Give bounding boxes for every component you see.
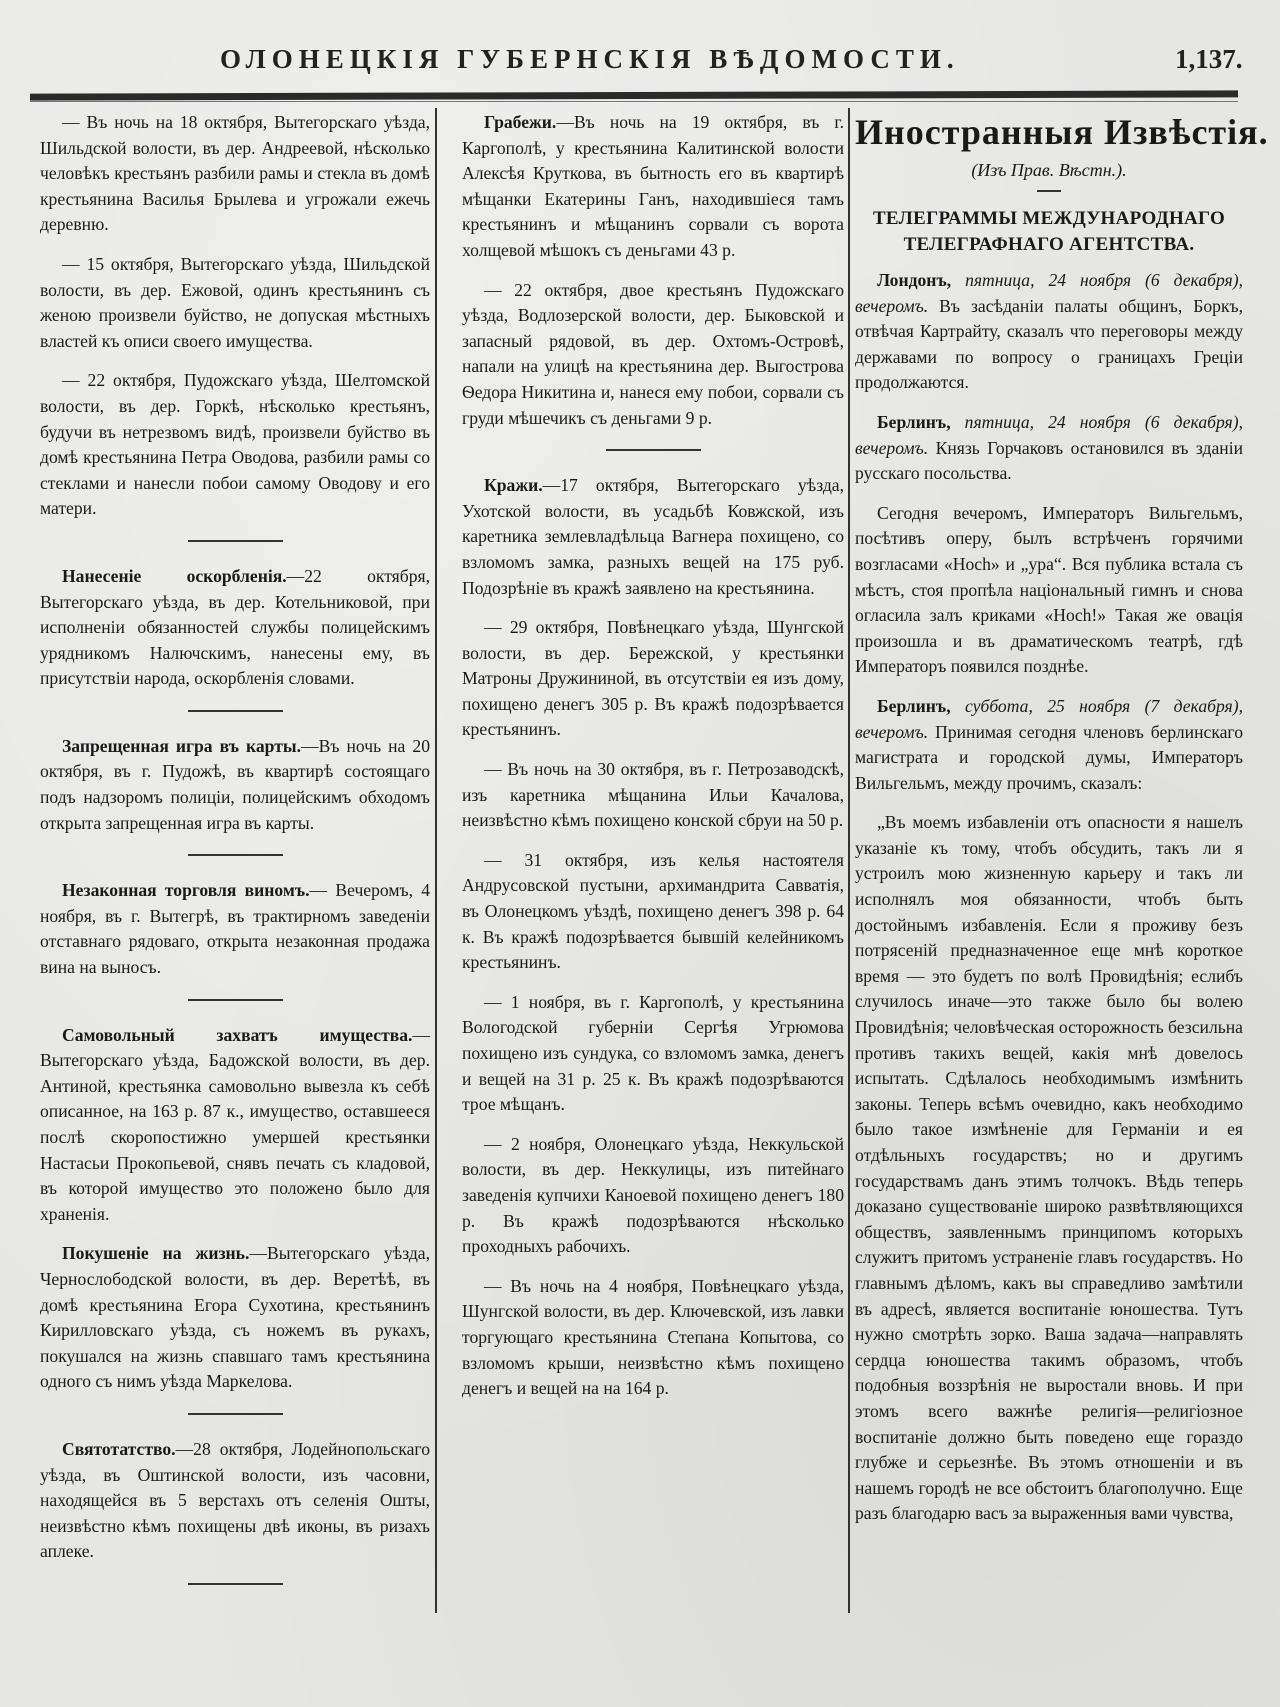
telegram-text: Князь Горчаковъ остановился въ зданіи русскаго посольства. bbox=[855, 437, 1243, 484]
article-heading: Грабежи. bbox=[484, 112, 557, 132]
article-insult bbox=[40, 564, 430, 692]
article-paragraph: — 31 октября, изъ келья настоятеля Андрусовской пустыни, архимандрита Савватія, въ Олонецкомъ уѣздѣ, похищено денегъ 398 р. 64 к. Въ кражѣ подозрѣвается бывшій келейникомъ крестьянинъ. bbox=[462, 849, 844, 973]
article-cards bbox=[40, 734, 430, 836]
telegram-dateline: пятница, 24 ноября (6 декабря), вечеромъ. bbox=[855, 411, 1243, 458]
article-text: —Вытегорскаго уѣзда, Бадожской волости, въ дер. Антиной, крестьянка самовольно вывезла къ себѣ описанное, на 163 р. 87 к., имущество, оставшееся послѣ скоропостижно умершей крестьянки Настасьи Прокопьевой, снявъ печать съ кладовой, въ которой имущество это положено было для храненія. bbox=[40, 1024, 430, 1224]
article-paragraph: Сегодня вечеромъ, Императоръ Вильгельмъ, посѣтивъ оперу, былъ встрѣченъ горячими возгласами «Hoch» и „ура“. Вся публика встала съ мѣстъ, стоя пропѣла національный гимнъ и снова огласила залъ криками «Hoch!» Такая же овація произошла и въ драматическомъ театрѣ, гдѣ Императоръ появился позднѣе. bbox=[855, 502, 1243, 677]
article-text: —Въ ночь на 20 октября, въ г. Пудожѣ, въ квартирѣ состоящаго подъ надзоромъ полиціи, полицейскимъ обходомъ открыта запрещенная игра въ карты. bbox=[40, 735, 430, 833]
separator-rule bbox=[188, 540, 283, 542]
header-rule-thin bbox=[30, 101, 1238, 102]
telegram-dateline: пятница, 24 ноября (6 декабря), вечеромъ. bbox=[855, 270, 1243, 316]
separator-rule bbox=[188, 710, 283, 712]
header-rule bbox=[30, 90, 1238, 100]
article-wine bbox=[40, 878, 430, 980]
separator-rule bbox=[188, 1583, 283, 1585]
separator-rule bbox=[1037, 190, 1061, 192]
source-note: (Изъ Прав. Вѣстн.). bbox=[971, 160, 1127, 180]
article-heading: Нанесеніе оскорбленія. bbox=[62, 565, 287, 586]
telegram-text: Принимая сегодня членовъ берлинскаго магистрата и городской думы, Императоръ Вильгельмъ, между прочимъ, сказалъ: bbox=[855, 721, 1243, 793]
article-paragraph: — Въ ночь на 30 октября, въ г. Петрозаводскѣ, изъ каретника мѣщанина Ильи Качалова, неизвѣстно кѣмъ похищено конской сбруи на 50 р. bbox=[462, 759, 844, 831]
article-heading: Незаконная торговля виномъ. bbox=[62, 880, 310, 901]
separator-rule bbox=[606, 449, 701, 451]
telegram-city: Берлинъ, bbox=[877, 411, 951, 432]
article-text: —22 октября, Вытегорскаго уѣзда, въ дер. Котельниковой, при исполненіи обязанностей службы полицейскимъ урядникомъ Налючскимъ, нанесены ему, въ присутствіи народа, оскорбленія словами. bbox=[40, 565, 430, 689]
telegram-berlin bbox=[855, 410, 1243, 487]
article-theft bbox=[462, 473, 844, 601]
article-text: —17 октября, Вытегорскаго уѣзда, Ухотской волости, въ усадьбѣ Ковжской, изъ каретника землевладѣльца Вагнера похищено, со взломомъ замка, разныхъ вещей на 175 руб. Подозрѣніе въ кражѣ заявлено на крестьянина. bbox=[462, 475, 844, 598]
article-text: — Вечеромъ, 4 ноября, въ г. Вытегрѣ, въ трактирномъ заведеніи отставнаго рядоваго, открыта незаконная продажа вина на выносъ. bbox=[40, 880, 431, 978]
article-paragraph: — Въ ночь на 18 октября, Вытегорскаго уѣзда, Шильдской волости, въ дер. Андреевой, нѣсколько человѣкъ крестьянъ разбили рамы и стекла въ домѣ крестьянина Василья Брылева и угрожали ежечь деревню. bbox=[40, 112, 430, 235]
newspaper-title: ОЛОНЕЦКІЯ ГУБЕРНСКІЯ ВѢДОМОСТИ. bbox=[220, 44, 960, 74]
telegram-text: Въ засѣданіи палаты общинъ, Боркъ, отвѣчая Картрайту, сказалъ что переговоры между державами по вопросу о границахъ Греціи продолжаются. bbox=[855, 295, 1243, 393]
article-attempt bbox=[40, 1241, 430, 1395]
telegram-city: Берлинъ, bbox=[877, 695, 951, 716]
article-paragraph: — 29 октября, Повѣнецкаго уѣзда, Шунгской волости, въ дер. Бережской, у крестьянки Матроны Дружининой, въ отсутствіи ея изъ дому, похищено денегъ 305 р. Въ кражѣ подозрѣвается крестьянинъ. bbox=[462, 617, 844, 740]
article-text: —Въ ночь на 19 октября, въ г. Каргополѣ, у крестьянина Калитинской волости Алексѣя Круткова, въ бытность его въ квартирѣ мѣщанки Екатерины Ганъ, находившіеся тамъ крестьянинъ и мѣщанинъ сорвали съ ворота холщевой мѣшокъ съ деньгами 43 р. bbox=[462, 112, 844, 260]
agency-title: ТЕЛЕГРАММЫ МЕЖДУНАРОДНАГО ТЕЛЕГРАФНАГО АГЕНТСТВА. bbox=[872, 208, 1226, 255]
article-paragraph: — Въ ночь на 4 ноября, Повѣнецкаго уѣзда, Шунгской волости, въ дер. Ключевской, изъ лавки торгующаго крестьянина Степана Копытова, со взломомъ крыши, неизвѣстно кѣмъ похищено денегъ и вещей на на 164 р. bbox=[462, 1275, 844, 1399]
telegram-city: Лондонъ, bbox=[877, 270, 952, 290]
article-seizure bbox=[40, 1023, 430, 1228]
article-heading: Самовольный захватъ имущества. bbox=[62, 1024, 413, 1045]
separator-rule bbox=[188, 999, 283, 1001]
speech-quote: „Въ моемъ избавленіи отъ опасности я нашелъ указаніе къ тому, чтобъ обсудить, такъ ли я устроилъ мою жизненную карьеру и такъ ли исполнялъ моя обязанности, чтобъ быть достойнымъ избавленія. Если я проживу безъ потрясеній предназначенное еще мнѣ короткое время — это будетъ по волѣ Провидѣнія; еслибъ случилось иначе—это также было бы волею Провидѣнія; человѣческая осторожность безсильна противъ такихъ вещей, какія мнѣ довелось испытать. Сдѣлалось необходимымъ измѣнить законы. Теперь всѣмъ очевидно, какъ необходимо было такое измѣненіе для Германіи и ея отдѣльныхъ государствъ; но и другимъ государствамъ данъ этимъ толчокъ. Вѣдь теперь доказано существованіе широко развѣтвляющихся обществъ, заявленнымъ принципомъ которыхъ служитъ притомъ устраненіе главъ государствъ. Но главнымъ дѣломъ, какъ вы справедливо замѣтили въ адресѣ, является воспитаніе юношества. Тутъ нужно смотрѣть зорко. Ваша задача—направлять сердца юношества такимъ образомъ, чтобъ подобныя воззрѣнія не выростали вновь. И при этомъ всего важнѣе религія—религіозное воспитаніе должно быть поведено еще гораздо глубже и серьезнѣе. Въ этомъ отношеніи и въ нашемъ городѣ не все обстоитъ благополучно. Еще разъ благодарю васъ за выраженныя вами чувства, bbox=[855, 812, 1243, 1524]
article-text: —Вытегорскаго уѣзда, Чернослободской волости, въ дер. Веретѣѣ, въ домѣ крестьянина Егора Сухотина, крестьянинъ Кирилловскаго уѣзда, съ ножемъ въ рукахъ, покушался на жизнь спавшаго тамъ крестьянина одного съ нимъ уѣзда Маркелова. bbox=[40, 1243, 430, 1392]
right-column bbox=[855, 110, 1269, 1541]
article-robbery bbox=[462, 110, 844, 264]
article-sacrilege bbox=[40, 1437, 430, 1565]
middle-column bbox=[462, 110, 844, 1416]
telegram-london bbox=[855, 268, 1243, 396]
left-column bbox=[40, 110, 430, 1607]
article-heading: Покушеніе на жизнь. bbox=[62, 1243, 250, 1264]
article-heading: Запрещенная игра въ карты. bbox=[62, 735, 301, 756]
running-head bbox=[0, 38, 1280, 82]
column-divider bbox=[848, 108, 850, 1613]
article-heading: Святотатство. bbox=[62, 1438, 176, 1459]
telegram-dateline: суббота, 25 ноября (7 декабря), вечеромъ. bbox=[855, 695, 1243, 742]
article-heading: Кражи. bbox=[484, 475, 543, 496]
separator-rule bbox=[188, 1413, 283, 1415]
page-number: 1,137. bbox=[1175, 44, 1243, 74]
article-paragraph: — 15 октября, Вытегорскаго уѣзда, Шильдской волости, въ дер. Ежовой, одинъ крестьянинъ съ женою произвели буйство, не допуская мѣстныхъ властей къ описи своего имущества. bbox=[40, 253, 430, 351]
section-title: Иностранныя Извѣстія. bbox=[855, 112, 1269, 152]
article-text: —28 октября, Лодейнопольскаго уѣзда, въ Оштинской волости, изъ часовни, находящейся въ 5 верстахъ отъ селенія Ошты, неизвѣстно кѣмъ похищены двѣ иконы, въ ризахъ аплеке. bbox=[40, 1438, 430, 1562]
article-paragraph: — 22 октября, Пудожскаго уѣзда, Шелтомской волости, въ дер. Горкѣ, нѣсколько крестьянъ, будучи въ нетрезвомъ видѣ, произвели буйство въ домѣ крестьянина Петра Оводова, разбили рамы со стеклами и нанесли побои самому Оводову и его матери. bbox=[40, 370, 430, 519]
article-paragraph: — 1 ноября, въ г. Каргополѣ, у крестьянина Вологодской губерніи Сергѣя Угрюмова похищено изъ сундука, со взломомъ замка, денегъ и вещей на 31 р. 25 к. Въ кражѣ подозрѣваются трое мѣщанъ. bbox=[462, 991, 844, 1115]
telegram-berlin bbox=[855, 694, 1243, 796]
separator-rule bbox=[188, 854, 283, 856]
column-divider bbox=[435, 108, 437, 1613]
article-paragraph: — 2 ноября, Олонецкаго уѣзда, Неккульской волости, въ дер. Неккулицы, изъ питейнаго заведенія купчихи Каноевой похищено денегъ 180 р. Въ кражѣ подозрѣваются нѣсколько проходныхъ рабочихъ. bbox=[462, 1133, 844, 1257]
article-paragraph: — 22 октября, двое крестьянъ Пудожскаго уѣзда, Водлозерской волости, дер. Быковской и запасный рядовой, въ дер. Охтомъ-Островѣ, напали на улицѣ на крестьянина дер. Выгострова Ѳедора Никитина и, нанеся ему побои, сорвали съ груди мѣшечикъ съ деньгами 9 р. bbox=[462, 279, 844, 428]
